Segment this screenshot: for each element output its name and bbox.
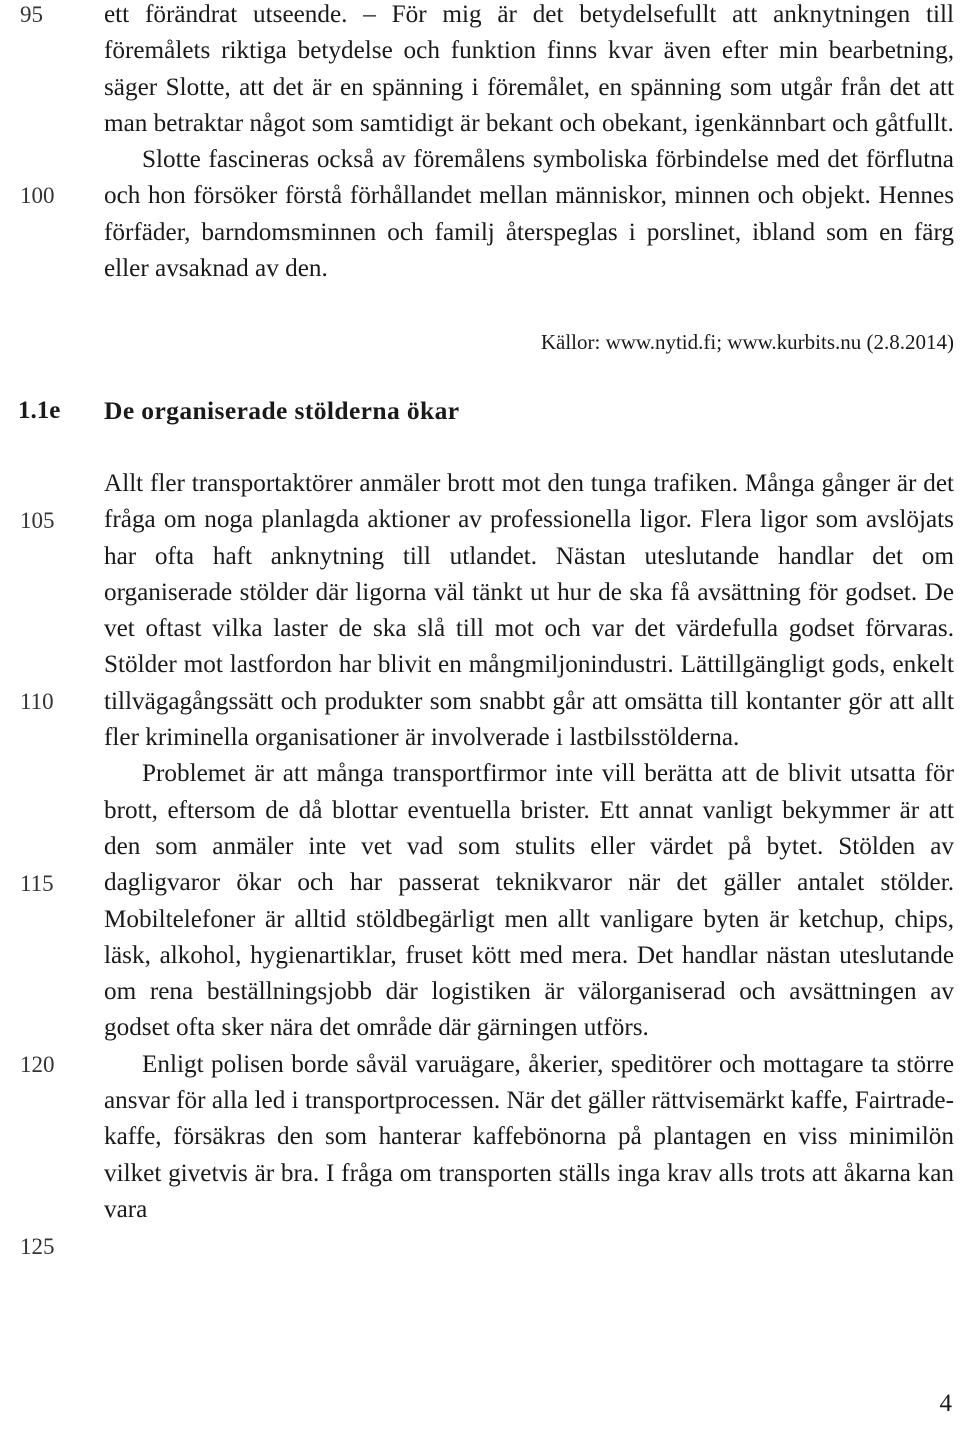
body-text-block	[104, 466, 954, 1228]
section-heading: De organiserade stölderna ökar	[104, 396, 460, 425]
line-number-100: 100	[20, 183, 55, 208]
paragraph-slotte: Slotte fascineras också av föremålens symboliska förbindelse med det förflutna och hon försöker förstå förhållandet mellan människor, minnen och objekt. Hennes förfäder, barndomsminnen och familj återspeglas i porslinet, ibland som en färg eller avsaknad av den.	[104, 146, 954, 283]
line-number-110: 110	[20, 689, 54, 714]
line-number-105: 105	[20, 508, 55, 533]
body-paragraph-2: Problemet är att många transportfirmor inte vill berätta att de blivit utsatta för brott, eftersom de då blottar eventuella brister. Ett annat vanligt bekymmer är att den som anmäler inte vet vad som stulits eller värdet på bytet. Stölden av dagligvaror ökar och har passerat teknikvaror när det gäller antalet stölder. Mobiltelefoner är alltid stöldbegärligt men allt vanligare byten är ketchup, chips, läsk, alkohol, hygienartiklar, fruset kött med mera. Det handlar nästan uteslutande om rena beställningsjobb där logistiken är välorganiserad och avsättningen av godset ofta sker nära det område där gärningen utförs.	[104, 760, 954, 1042]
section-number: 1.1e	[18, 397, 61, 424]
line-number-125: 125	[20, 1234, 55, 1259]
paragraph-continuation: ett förändrat utseende. – För mig är det betydelsefullt att anknytningen till föremålets riktiga betydelse och funktion finns kvar även efter min bearbetning, säger Slotte, att det är en spänning i föremålet, en spänning som utgår från det att man betraktar något som samtidigt är bekant och obekant, igenkännbart och gåtfullt.	[104, 1, 954, 137]
top-text-block	[104, 0, 954, 287]
line-number-95: 95	[20, 2, 43, 27]
body-paragraph-3: Enligt polisen borde såväl varuägare, åkerier, speditörer och mottagare ta större ansvar för alla led i transportprocessen. När det gäller rättvisemärkt kaffe, Fairtrade-kaffe, försäkras den som hanterar kaffebönorna på plantagen en viss minimilön vilket givetvis är bra. I fråga om transporten ställs inga krav alls trots att åkarna kan vara	[104, 1050, 954, 1223]
page-number: 4	[939, 1390, 952, 1417]
sources-line: Källor: www.nytid.fi; www.kurbits.nu (2.8.2014)	[540, 330, 954, 354]
body-paragraph-1: Allt fler transportaktörer anmäler brott mot den tunga trafiken. Många gånger är det fråga om noga planlagda aktioner av professionella ligor. Flera ligor som avslöjats har ofta haft anknytning till utlandet. Nästan uteslutande handlar det om organiserade stölder där ligorna väl tänkt ut hur de ska få avsättning för godset. De vet oftast vilka laster de ska slå till mot och var det värdefulla godset förvaras. Stölder mot lastfordon har blivit en mångmiljonindustri. Lättillgängligt gods, enkelt tillvägagångssätt och produkter som snabbt går att omsätta till kontanter gör att allt fler kriminella organisationer är involverade i lastbilsstölderna.	[104, 470, 954, 752]
line-number-115: 115	[20, 871, 54, 896]
line-number-120: 120	[20, 1052, 55, 1077]
